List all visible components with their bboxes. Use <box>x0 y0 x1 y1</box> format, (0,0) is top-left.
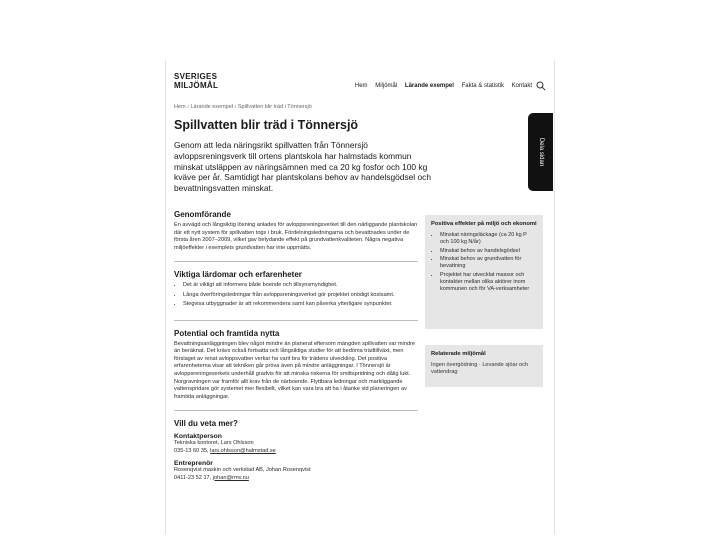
section-heading: Genomförande <box>174 210 231 219</box>
logo-line2: MILJÖMÅL <box>174 81 219 90</box>
list-item: • Stegvisa utbyggnader är att rekommendera samt kan påverka ytterligare synpunkter. <box>183 301 418 308</box>
contact-details <box>174 448 418 455</box>
share-side-tab-label: Dela sidan <box>537 137 544 167</box>
list-item: • Projektet har utvecklat massor och kontakter mellan olika aktörer inom kommunen och för VA-verksamheter <box>440 272 537 292</box>
search-icon[interactable] <box>536 81 546 91</box>
lardomar-list <box>174 282 418 308</box>
list-item: • Minskat behov av handelsgödsel <box>440 248 537 255</box>
contact-phone: 0411-23 52 17, <box>174 474 212 481</box>
logo-line1: SVERIGES <box>174 72 218 81</box>
main-content <box>174 210 418 490</box>
contact-phone: 035-13 60 35, <box>174 447 209 454</box>
nav-item-home[interactable]: Hem <box>354 83 368 89</box>
lead-paragraph: Genom att leda näringsrikt spillvatten från Tönnersjö avloppsreningsverk till ortens plantskola har halmstads kommun minskat utsläppen av näringsämnen med ca 20 kg fosfor och 100 kg kväve per år. Samtidigt har plantskolans behov av handelsgödsel och bevattningsvatten minskat. <box>174 140 431 194</box>
contact-email-link[interactable]: johan@rmv.nu <box>212 474 249 481</box>
list-item: • Långa överföringsledningar från avloppsreningsverket gör projektet onödigt kostsamt. <box>183 292 418 299</box>
site-header <box>174 72 546 96</box>
contact-org: Tekniska kontoret, Lars Ohlsson <box>174 440 254 447</box>
contact-details <box>174 475 418 482</box>
panel-title: Relaterade miljömål <box>431 351 486 357</box>
contact-role: Kontaktperson <box>174 433 222 441</box>
section-text: En avvägd och långsiktig lösning anlades för avloppsreningsverket till den närliggande plantskolan där ett nytt system för spillvatten togs i bruk. Fördelningsledningarna och bevattnades under de första åren 2007–2009, vilket gav betydande effekt på grundvattenkvaliteten. Några negativa miljöeffekter i exemplets grundvatten har inte uppmätts. <box>174 222 418 251</box>
contact-org: Rosenqvist maskin och verkstad AB, Johan Rosenqvist <box>174 467 311 474</box>
section-potential <box>174 329 418 412</box>
nav-item-fakta-statistik[interactable]: Fakta & statistik <box>461 83 504 89</box>
page <box>165 60 555 534</box>
site-logo[interactable] <box>174 72 218 90</box>
section-lardomar <box>174 270 418 320</box>
breadcrumb[interactable]: Hem › Lärande exempel › Spillvatten blir träd i Tönnersjö <box>174 104 312 110</box>
related-goals-link[interactable]: Ingen övergödning · Levande sjöar och vattendrag <box>431 362 529 375</box>
section-heading: Viktiga lärdomar och erfarenheter <box>174 270 302 280</box>
nav-item-larande-exempel[interactable]: Lärande exempel <box>404 83 454 89</box>
section-heading: Vill du veta mer? <box>174 419 238 429</box>
section-genomforande <box>174 210 418 262</box>
contact-email-link[interactable]: lars.ohlsson@halmstad.se <box>210 447 276 454</box>
list-item: • Det är viktigt att informera både boende och tillsynsmyndighet. <box>183 282 418 289</box>
nav-item-kontakt[interactable]: Kontakt <box>511 83 532 89</box>
share-side-tab[interactable] <box>528 113 553 191</box>
list-item: • Minskat behov av grundvatten för bevattning <box>440 256 537 270</box>
positive-effects-panel <box>425 215 543 329</box>
contact-role: Entreprenör <box>174 460 213 468</box>
related-goals-panel <box>425 345 543 387</box>
list-item: • Minskat näringsläckage (ca 20 kg P och 100 kg N/år) <box>440 232 537 246</box>
nav-item-miljomal[interactable]: Miljömål <box>375 83 398 89</box>
positive-effects-list <box>431 232 537 292</box>
panel-title: Positiva effekter på miljö och ekonomi <box>431 221 537 227</box>
section-vill-du-veta <box>174 419 418 482</box>
main-nav <box>349 83 532 89</box>
section-text: Bevattningsanläggningen blev något mindre än planerat eftersom mängden spillvatten var mindre än beräknat. Det krävs också fortsatta och långsiktiga studier för att bedöma trädtillväxt, men förslaget av renat avloppsvatten verkar ha varit bra för trädens utveckling. Det positiva erfarenheterna visar att tekniken går pröva även på mindre anläggningar. I Tönnersjö är avloppsreningsverkets underhåll gradvis för att minska riskerna för smittspridning och dålig lukt. Norgravningen var framför allt krav från de närboende. Flyttbara ledningar och markliggande vattenspridare gör systemet mer flexibelt, vilket kan vara bra att ha i åtanke vid planeringen av framtida anläggningar. <box>174 340 415 400</box>
page-title: Spillvatten blir träd i Tönnersjö <box>174 118 359 132</box>
section-heading: Potential och framtida nytta <box>174 328 280 338</box>
